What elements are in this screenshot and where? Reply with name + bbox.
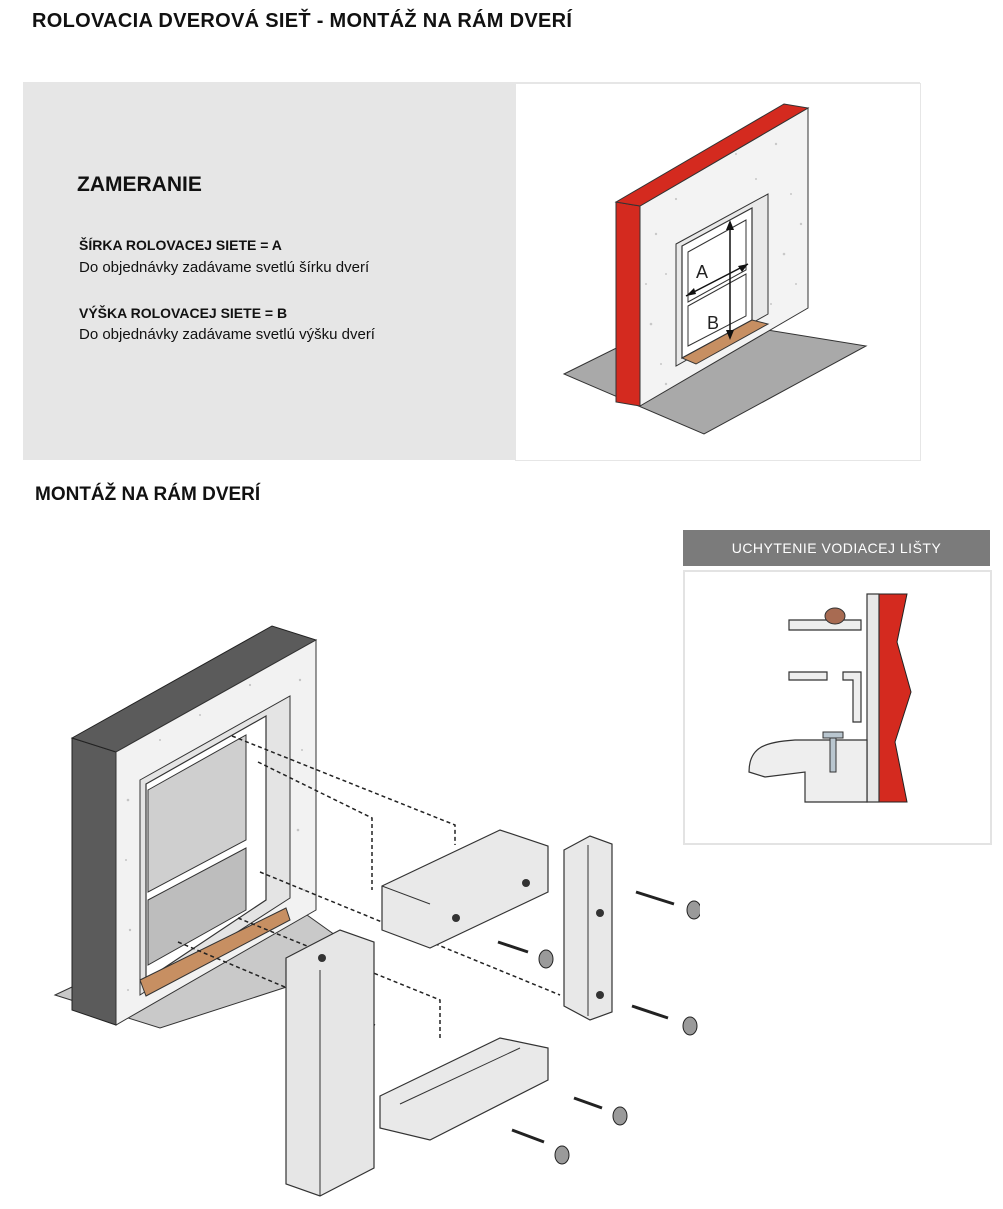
detail-door-profile [749,740,867,802]
screw-3 [632,1006,697,1035]
label-b: B [707,313,720,333]
height-spec-description: Do objednávky zadávame svetlú výšku dverí [79,326,375,343]
detail-screw [830,737,836,772]
height-spec-title: VÝŠKA ROLOVACEJ SIETE = B [79,305,288,321]
door-measure-drawing [516,84,920,460]
detail-top-profile [789,620,861,630]
screw-2 [498,942,553,968]
detail-box [683,570,992,845]
width-spec-title: ŠÍRKA ROLOVACEJ SIETE = A [79,237,282,253]
wall-side [72,738,116,1025]
top-profile-hole [522,879,530,887]
installation-diagram [0,500,700,1200]
top-profile-hole-2 [452,914,460,922]
wall-edge-red [616,202,640,406]
top-profile [382,830,548,948]
cassette-hole [318,954,326,962]
detail-plug [825,608,845,624]
detail-middle-profile [789,672,827,680]
width-spec-description: Do objednávky zadávame svetlú šírku dverí [79,259,370,276]
detail-middle-profile-2 [843,672,861,722]
page-title: ROLOVACIA DVEROVÁ SIEŤ - MONTÁŽ NA RÁM DVERÍ [32,10,573,32]
rail-attachment-detail [685,572,990,843]
detail-wall-red [877,594,911,802]
screw-4 [574,1098,627,1125]
guide-hole-2 [596,991,604,999]
label-a: A [696,262,709,282]
measurement-heading: ZAMERANIE [77,173,202,196]
guide-hole-1 [596,909,604,917]
screw-1 [636,892,700,919]
screw-5 [512,1130,569,1164]
detail-frame-bar [867,594,879,802]
detail-header: UCHYTENIE VODIACEJ LIŠTY [683,530,990,566]
measurement-illustration [515,83,921,461]
bottom-profile [380,1038,548,1140]
cassette-column [286,930,374,1196]
detail-screw-head [823,732,843,738]
installation-heading: MONTÁŽ NA RÁM DVERÍ [35,484,261,505]
